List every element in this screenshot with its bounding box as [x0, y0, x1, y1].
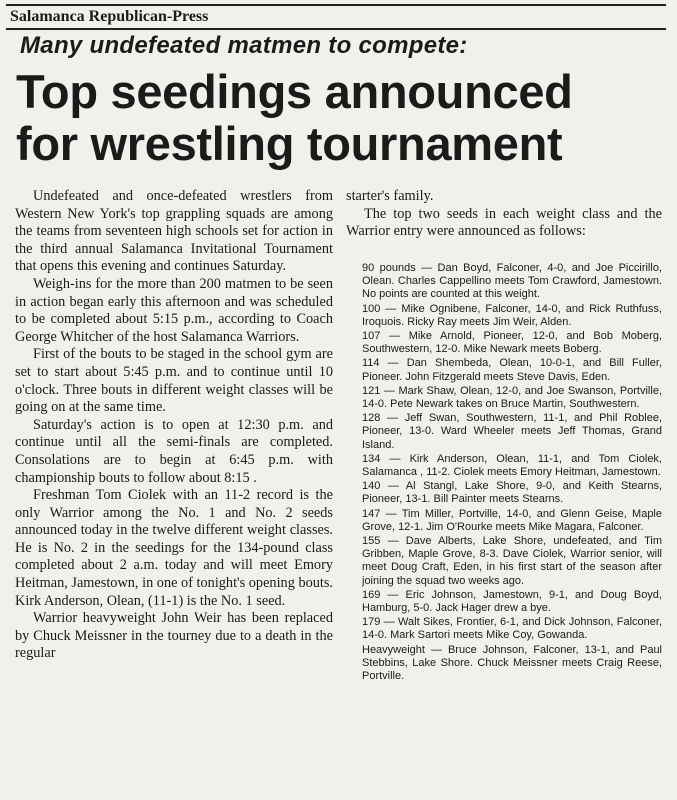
- seed-entry: 128 — Jeff Swan, Southwestern, 11-1, and Phil Roblee, Pioneer, 13-0. Ward Wheeler meets Jeff Thomas, Grand Island.: [362, 412, 662, 451]
- seed-entry: Heavyweight — Bruce Johnson, Falconer, 13-1, and Paul Stebbins, Lake Shore. Chuck Meissner meets Craig Reese, Portville.: [362, 643, 662, 683]
- masthead: [6, 4, 666, 30]
- seed-entry: 121 — Mark Shaw, Olean, 12-0, and Joe Swanson, Portville, 14-0. Pete Newark takes on Bruce Martin, Southwestern.: [362, 384, 662, 411]
- seed-entry: 100 — Mike Ognibene, Falconer, 14-0, and Rick Ruthfuss, Iroquois. Ricky Ray meets Jim Weir, Alden.: [362, 302, 662, 328]
- masthead-title: Salamanca Republican-Press: [10, 8, 209, 25]
- article-column-right: [346, 188, 662, 241]
- kicker-headline: Many undefeated matmen to compete:: [20, 32, 468, 59]
- seedings-list: [362, 262, 662, 684]
- headline-line-2: for wrestling tournament: [16, 117, 563, 170]
- seed-entry: 169 — Eric Johnson, Jamestown, 9-1, and Doug Boyd, Hamburg, 5-0. Jack Hager drew a bye.: [362, 588, 662, 615]
- seed-entry: 140 — Al Stangl, Lake Shore, 9-0, and Keith Stearns, Pioneer, 13-1. Bill Painter meets Stearns.: [362, 480, 662, 506]
- main-headline: [16, 66, 661, 170]
- seed-entry: 114 — Dan Shembeda, Olean, 10-0-1, and Bill Fuller, Pioneer. John Fitzgerald meets Steve Davis, Eden.: [362, 357, 662, 383]
- paragraph-continuation: starter's family.: [346, 188, 434, 204]
- article-column-left: [15, 188, 333, 663]
- seed-entry: 134 — Kirk Anderson, Olean, 11-1, and Tom Ciolek, Salamanca , 11-2. Ciolek meets Emory Heitman, Jamestown.: [362, 452, 662, 479]
- seed-entry: 107 — Mike Arnold, Pioneer, 12-0, and Bob Moberg, Southwestern, 12-0. Mike Newark meets Boberg.: [362, 330, 662, 356]
- seed-entry: 155 — Dave Alberts, Lake Shore, undefeated, and Tim Gribben, Maple Grove, 8-3. Dave Ciolek, Warrior senior, will meet Doug Craft, Eden, in his first start of the season after joining the squad two weeks ago.: [362, 535, 662, 587]
- paragraph: Weigh-ins for the more than 200 matmen to be seen in action began early this afternoon and was scheduled to be completed about 5:15 p.m., according to Coach George Whitcher of the host Salamanca Warriors.: [15, 275, 333, 345]
- seed-entry: 179 — Walt Sikes, Frontier, 6-1, and Dick Johnson, Falconer, 14-0. Mark Sartori meets Mike Coy, Gowanda.: [362, 616, 662, 642]
- paragraph: The top two seeds in each weight class and the Warrior entry were announced as follows:: [346, 205, 662, 240]
- paragraph: Undefeated and once-defeated wrestlers from Western New York's top grappling squads are among the teams from seventeen high schools set for action in the third annual Salamanca Invitational Tournament that opens this evening and continues Saturday.: [15, 188, 333, 275]
- paragraph: Warrior heavyweight John Weir has been replaced by Chuck Meissner in the tourney due to a death in the regular: [15, 610, 333, 662]
- paragraph: Freshman Tom Ciolek with an 11-2 record is the only Warrior among the No. 1 and No. 2 seeds announced today in the twelve different weight classes. He is No. 2 in the seedings for the 134-pound class completed about 2 a.m. today and will meet Emory Heitman, Jamestown, in one of tonight's opening bouts. Kirk Anderson, Olean, (11-1) is the No. 1 seed.: [15, 487, 333, 609]
- headline-line-1: Top seedings announced: [16, 65, 573, 118]
- paragraph: Saturday's action is to open at 12:30 p.m. and continue until all the semi-finals are completed. Consolations are to begin at 6:45 p.m. with championship bouts to follow about 8:15 .: [15, 416, 333, 486]
- seed-entry: 147 — Tim Miller, Portville, 14-0, and Glenn Geise, Maple Grove, 12-1. Jim O'Rourke meets Mike Magara, Falconer.: [362, 507, 662, 533]
- paragraph: First of the bouts to be staged in the school gym are set to start about 5:45 p.m. and to continue until 10 o'clock. Three bouts in different weight classes will be going on at the same time.: [15, 346, 333, 416]
- seed-entry: 90 pounds — Dan Boyd, Falconer, 4-0, and Joe Piccirillo, Olean. Charles Cappellino meets Tom Crawford, Jamestown. No points are counted at this weight.: [362, 262, 662, 301]
